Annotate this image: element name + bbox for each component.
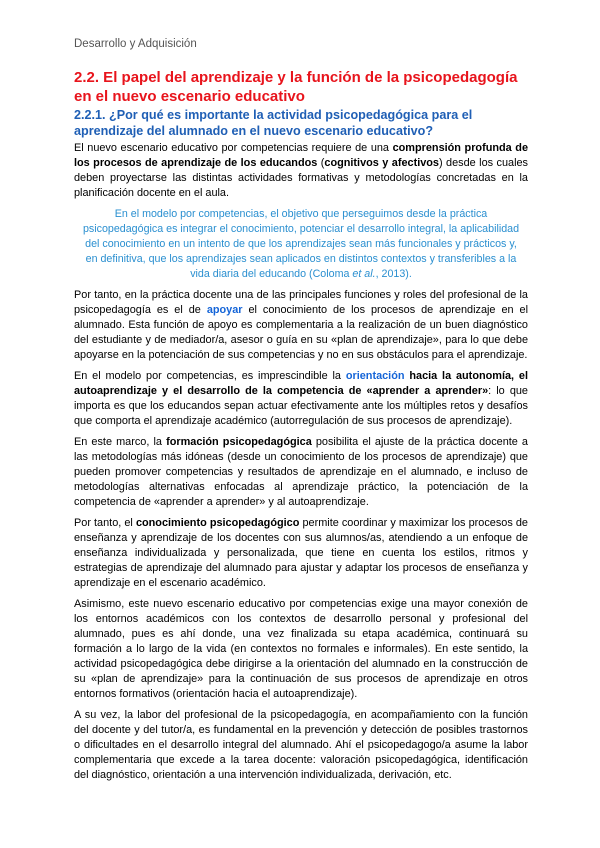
bold-span: conocimiento psicopedagógico [135,517,300,529]
subsection-title: 2.2.1. ¿Por qué es importante la actividad psicopedagógica para el aprendizaje del alumnado en el nuevo escenario educativo? [74,108,473,138]
paragraph-7 [74,708,528,783]
text-span: Asimismo, este nuevo escenario educativo por competencias exige una mayor conexión de los entornos académicos con los contextos de desarrollo personal y profesional del alumnado, pues es ahí donde, una vez finalizada su etapa académica, continuará su formación a lo largo de la vida (en contextos no formales e informales). En este sentido, la actividad psicopedagógica debe dirigirse a la orientación del alumnado en la construcción de su «plan de aprendizaje» para la continuación de sus procesos de aprendizaje en otros entornos formativos (orientación hacia el autoaprendizaje). [74,598,528,700]
text-span: Por tanto, en la práctica docente una de las principales funciones y roles del profesional de la psicopedagogía es el de [74,289,528,316]
text-span: A su vez, la labor del profesional de la psicopedagogía, en acompañamiento con la función del docente y del tutor/a, es fundamental en la prevención y detección de posibles trastornos o dificultades en el desarrollo integral del alumnado. Ahí el psicopedagogo/a asume la labor complementaria que excede a la tarea docente: valoración psicopedagógica, identificación del diagnóstico, orientación a una intervención individualizada, derivación, etc. [74,709,528,781]
bold-span: formación psicopedagógica [166,436,312,448]
italic-span: et al. [352,268,376,280]
text-span: permite coordinar y maximizar los procesos de enseñanza y aprendizaje de los docentes con sus alumnos/as, atendiendo a un enfoque de enseñanza individualizada y personalizada, que tiene en cuenta los estilos, ritmos y estrategias de aprendizaje del alumnado para ajustar y adaptar los procesos de enseñanza y aprendizaje en el escenario académico. [74,517,528,589]
text-span: En el modelo por competencias, es imprescindible la [74,370,346,382]
text-span: posibilita el ajuste de la práctica docente a las metodologías más idóneas (desde un conocimiento de los procesos de aprendizaje) que pueden promover competencias y resultados de aprendizaje en el alumnado, e incluso de metodologías alternativas enfocadas al aprendizaje práctico, la potenciación de la competencia de «aprender a aprender» y al autoaprendizaje. [74,436,528,508]
highlight-quote [78,207,524,282]
text-span: , 2013). [375,268,412,280]
running-header: Desarrollo y Adquisición [74,38,197,50]
text-span: ) desde los cuales deben proyectarse las distintas actividades formativas y metodologías concretadas en la planificación docente en el aula. [74,157,528,199]
section-title: 2.2. El papel del aprendizaje y la función de la psicopedagogía en el nuevo escenario educativo [74,69,518,105]
text-span: El nuevo escenario educativo por competencias requiere de una [74,142,393,154]
paragraph-5 [74,516,528,591]
paragraph-1 [74,141,528,201]
text-span: : lo que importa es que los educandos sepan actuar efectivamente ante los múltiples retos y desafíos que comporta el aprendizaje académico (autorregulación de sus procesos de aprendizaje). [74,385,528,427]
bold-span: cognitivos y afectivos [324,157,439,169]
highlight-term: apoyar [206,304,243,316]
paragraph-6 [74,597,528,702]
paragraph-3 [74,369,528,429]
text-span: En el modelo por competencias, el objetivo que perseguimos desde la práctica psicopedagógica es integrar el conocimiento, potenciar el desarrollo integral, la aplicabilidad del conocimiento en un intento de que los aprendizajes sean más funcionales y prácticos y, en definitiva, que los aprendizajes sean aplicados en distintos contextos y transferibles a la vida diaria del educando (Coloma [82,208,520,280]
bold-span: hacia la autonomía, el autoaprendizaje y el desarrollo de la competencia de «aprender a aprender» [74,370,528,397]
bold-span: comprensión profunda de los procesos de aprendizaje de los educandos [74,142,529,169]
paragraph-4 [74,435,528,510]
paragraph-2 [74,288,528,363]
text-span: ( [317,157,325,169]
body-text [74,141,528,789]
text-span: el conocimiento de los procesos de aprendizaje en el alumnado. Esta función de apoyo es complementaria a la realización de un buen diagnóstico del estudiante y de mediador/a, asesor o guía en su «plan de aprendizaje», para lo que debe apoyarse en la potenciación de sus competencias y no en sus obstáculos para el aprendizaje. [74,304,528,361]
text-span: Por tanto, el [74,517,136,529]
text-span: En este marco, la [74,436,167,448]
highlight-term: orientación [345,370,405,382]
